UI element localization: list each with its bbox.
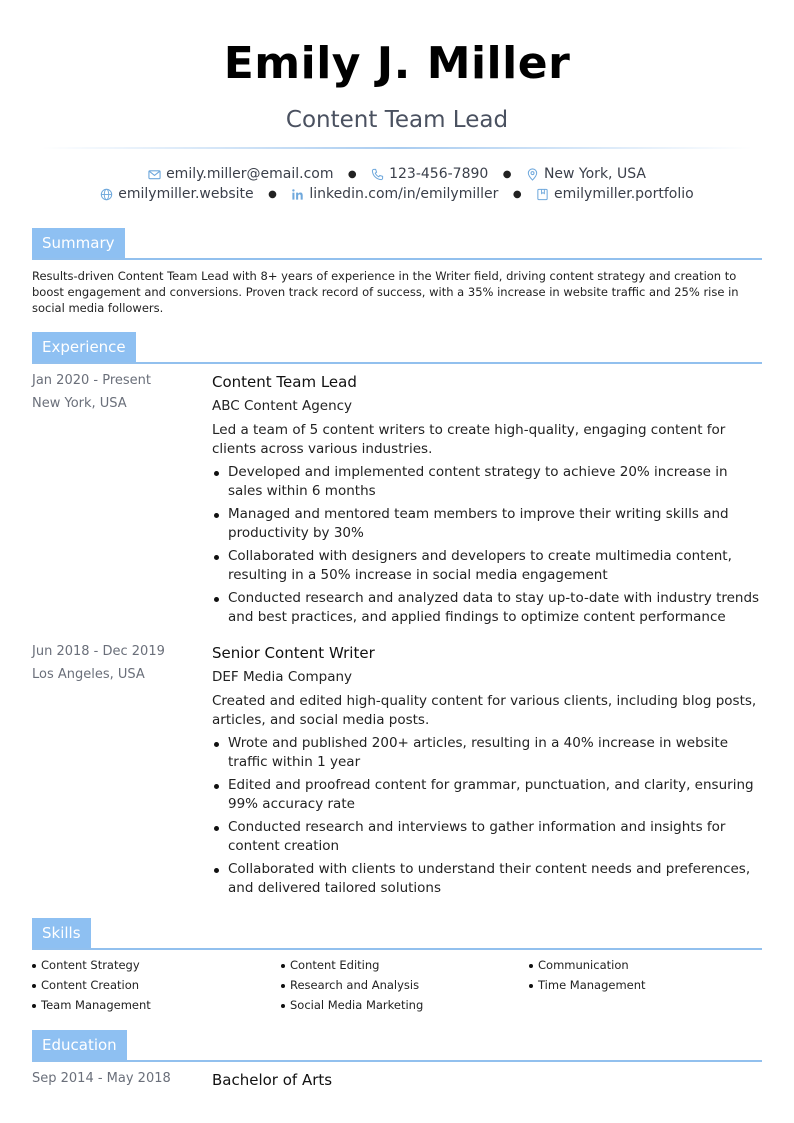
envelope-icon: [148, 168, 161, 181]
job-description: Led a team of 5 content writers to create high-quality, engaging content for clients across various industries.: [212, 422, 726, 457]
portfolio-text: emilymiller.portfolio: [554, 186, 694, 202]
skill-item: Content Editing: [281, 958, 379, 972]
email-item[interactable]: [148, 166, 333, 182]
achievement-item: Developed and implemented content strategy to achieve 20% increase in sales within 6 months: [212, 463, 762, 501]
job-title: Content Team Lead: [285, 107, 509, 133]
separator-dot: ●: [347, 168, 357, 180]
website-text: emilymiller.website: [118, 186, 254, 202]
separator-dot: ●: [268, 188, 277, 200]
email-text: emily.miller@email.com: [166, 166, 334, 182]
separator-dot: ●: [512, 188, 522, 200]
phone-item[interactable]: [371, 166, 488, 182]
education-degree: Bachelor of Arts: [212, 1071, 333, 1089]
job-company: DEF Media Company: [212, 669, 353, 685]
education-heading: Education: [32, 1030, 127, 1060]
achievement-item: Conducted research and interviews to gather information and insights for content creation: [212, 818, 762, 856]
job-role: Content Team Lead: [212, 373, 357, 391]
summary-heading: Summary: [32, 228, 125, 258]
education-section-header: [32, 1030, 762, 1062]
location-item: [526, 166, 646, 182]
achievement-item: Collaborated with clients to understand their content needs and preferences, and delivered tailored solutions: [212, 860, 762, 898]
skill-item: Content Creation: [32, 978, 139, 992]
map-pin-icon: [526, 168, 539, 181]
candidate-name: Emily J. Miller: [223, 38, 571, 89]
job-description: Created and edited high-quality content for various clients, including blog posts, articles, and social media posts.: [212, 693, 757, 728]
achievement-item: Collaborated with designers and developers to create multimedia content, resulting in a 50% increase in social media engagement: [212, 547, 762, 585]
website-item[interactable]: [100, 186, 253, 202]
phone-text: 123-456-7890: [389, 166, 489, 182]
phone-icon: [371, 168, 384, 181]
job-dates: Jan 2020 - Present: [32, 373, 151, 388]
job-achievements: [212, 734, 762, 902]
skill-item: Team Management: [32, 998, 151, 1012]
experience-heading: Experience: [32, 332, 136, 362]
linkedin-item[interactable]: [291, 186, 498, 202]
skills-heading: Skills: [32, 918, 91, 948]
separator-dot: ●: [502, 168, 512, 180]
skill-item: Social Media Marketing: [281, 998, 423, 1012]
job-location: Los Angeles, USA: [32, 667, 145, 682]
contact-line-2: [0, 186, 794, 202]
skill-item: Time Management: [529, 978, 646, 992]
experience-section-header: [32, 332, 762, 364]
job-company: ABC Content Agency: [212, 398, 353, 414]
education-dates: Sep 2014 - May 2018: [32, 1071, 171, 1086]
skills-section-header: [32, 918, 762, 950]
title-divider: [42, 147, 752, 149]
achievement-item: Managed and mentored team members to improve their writing skills and productivity by 30%: [212, 505, 762, 543]
globe-icon: [100, 188, 113, 201]
job-location: New York, USA: [32, 396, 127, 411]
skill-item: Research and Analysis: [281, 978, 419, 992]
portfolio-item[interactable]: [536, 186, 694, 202]
portfolio-icon: [536, 188, 549, 201]
summary-section-header: [32, 228, 762, 260]
achievement-item: Wrote and published 200+ articles, resulting in a 40% increase in website traffic within 1 year: [212, 734, 762, 772]
skill-item: Communication: [529, 958, 629, 972]
location-text: New York, USA: [543, 166, 646, 182]
linkedin-text: linkedin.com/in/emilymiller: [309, 186, 499, 202]
achievement-item: Conducted research and analyzed data to stay up-to-date with industry trends and best practices, and applied findings to optimize content performance: [212, 589, 762, 627]
job-role: Senior Content Writer: [212, 644, 375, 662]
linkedin-icon: [291, 188, 304, 201]
summary-text: Results-driven Content Team Lead with 8+ years of experience in the Writer field, driving content strategy and creation to boost engagement and conversions. Proven track record of success, with a 35% increase in website traffic and 25% rise in social media followers.: [32, 269, 739, 315]
contact-line-1: [0, 166, 794, 182]
skill-item: Content Strategy: [32, 958, 140, 972]
achievement-item: Edited and proofread content for grammar, punctuation, and clarity, ensuring 99% accuracy rate: [212, 776, 762, 814]
job-dates: Jun 2018 - Dec 2019: [32, 644, 165, 659]
job-achievements: [212, 463, 762, 631]
